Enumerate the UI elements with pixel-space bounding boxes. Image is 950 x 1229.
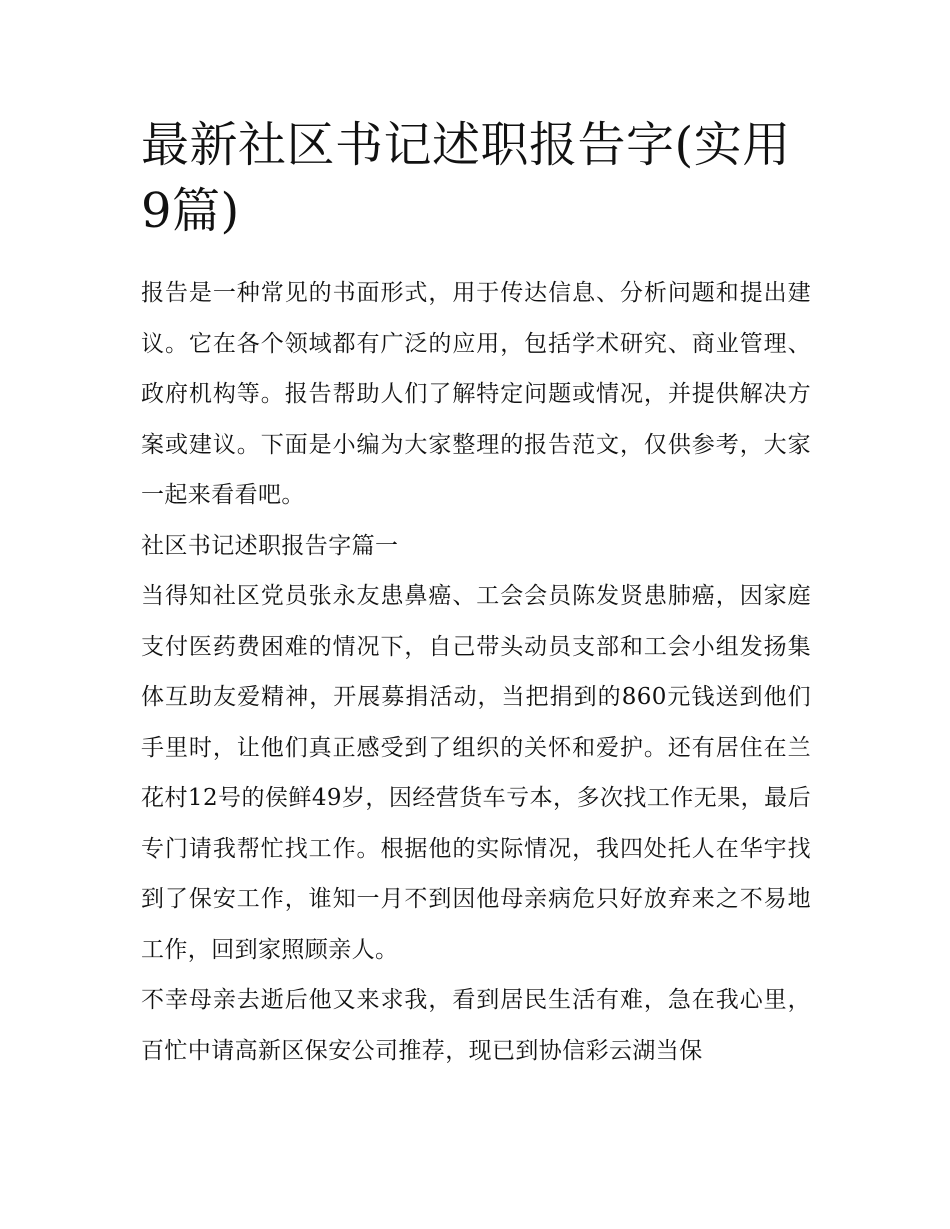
document-body	[141, 268, 811, 1076]
document-page	[141, 112, 811, 1076]
document-title: 最新社区书记述职报告字(实用9篇)	[141, 117, 791, 239]
intro-paragraph: 报告是一种常见的书面形式，用于传达信息、分析问题和提出建议。它在各个领域都有广泛的应用，包括学术研究、商业管理、政府机构等。报告帮助人们了解特定问题或情况，并提供解决方案或建议。下面是小编为大家整理的报告范文，仅供参考，大家一起来看看吧。	[141, 280, 811, 508]
body-paragraph-2: 不幸母亲去逝后他又来求我，看到居民生活有难，急在我心里，百忙中请高新区保安公司推荐，现已到协信彩云湖当保	[141, 987, 811, 1064]
body-paragraph-1: 当得知社区党员张永友患鼻癌、工会会员陈发贤患肺癌，因家庭支付医药费困难的情况下，自己带头动员支部和工会小组发扬集体互助友爱精神，开展募捐活动，当把捐到的860元钱送到他们手里时，让他们真正感受到了组织的关怀和爱护。还有居住在兰花村12号的侯鲜49岁，因经营货车亏本，多次找工作无果，最后专门请我帮忙找工作。根据他的实际情况，我四处托人在华宇找到了保安工作，谁知一月不到因他母亲病危只好放弃来之不易地工作，回到家照顾亲人。	[141, 583, 811, 963]
section-heading: 社区书记述职报告字篇一	[141, 532, 399, 559]
